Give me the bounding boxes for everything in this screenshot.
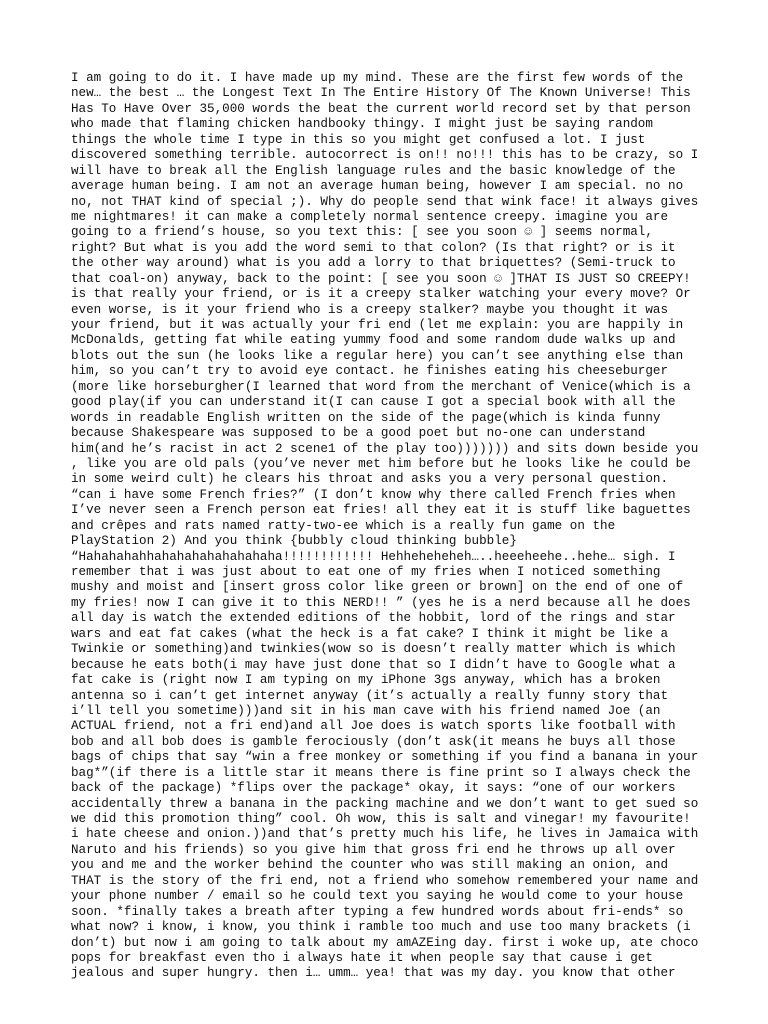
text-line: I am going to do it. I have made up my mind. These are the first few words of the [71,71,684,85]
text-line: and crêpes and rats named ratty-two-ee which is a really fun game on the [71,518,616,533]
text-line: will have to break all the English language rules and the basic knowledge of the [71,163,676,178]
text-line: mushy and moist and [insert gross color like green or brown] on the end of one of [71,580,684,595]
text-line: ACTUAL friend, not a fri end)and all Joe does is watch sports like football with [71,719,676,734]
text-line: him, so you can’t try to avoid eye contact. he finishes eating his cheeseburger [71,364,669,379]
text-line: things the whole time I type in this so you might get confused a lot. I just [71,132,646,147]
text-line: Has To Have Over 35,000 words the beat the current world record set by that person [71,101,691,116]
text-line: words in readable English written on the side of the page(which is kinda funny [71,410,661,425]
document-text [71,71,711,982]
text-line: me nightmares! it can make a completely normal sentence creepy. imagine you are [71,209,669,224]
text-line: that coal-on) anyway, back to the point: [ see you soon ☺ ]THAT IS JUST SO CREEPY! [71,271,691,286]
text-line: fat cake is (right now I am typing on my iPhone 3gs anyway, which has a broken [71,673,661,688]
text-line: “can i have some French fries?” (I don’t know why there called French fries when [71,487,676,502]
text-line: because Shakespeare was supposed to be a good poet but no-one can understand [71,426,646,441]
text-line: good play(if you can understand it(I can cause I got a special book with all the [71,395,676,410]
text-line: who made that flaming chicken handbooky thingy. I might just be saying random [71,117,653,132]
text-line: your friend, but it was actually your fri end (let me explain: you are happily in [71,318,684,332]
text-line: pops for breakfast even tho i always hate it when people say that cause i get [71,950,653,965]
text-line: remember that i was just about to eat one of my fries when I noticed something [71,565,661,579]
text-line: is that really your friend, or is it a creepy stalker watching your every move? Or [71,287,691,302]
text-line: back of the package) *flips over the package* okay, it says: “one of our workers [71,781,676,796]
text-line: right? But what is you add the word semi to that colon? (Is that right? or is it [71,240,676,255]
text-line: bob and all bob does is gamble ferociously (don’t ask(it means he buys all those [71,734,676,749]
text-line: don’t) but now i am going to talk about my amAZEing day. first i woke up, ate choco [71,935,699,950]
text-line: THAT is the story of the fri end, not a friend who somehow remembered your name and [71,873,699,888]
text-line: new… the best … the Longest Text In The Entire History Of The Known Universe! This [71,86,691,101]
text-line: McDonalds, getting fat while eating yummy food and some random dude walks up and [71,333,676,348]
text-line: Naruto and his friends) so you give him that gross fri end he throws up all over [71,842,676,857]
text-line: all day is watch the extended editions of the hobbit, lord of the rings and star [71,611,676,626]
text-line: i hate cheese and onion.))and that’s pretty much his life, he lives in Jamaica with [71,827,699,842]
text-line: accidentally threw a banana in the packing machine and we don’t want to get sued so [71,796,699,811]
text-line: your phone number / email so he could text you saying he would come to your house [71,889,684,904]
text-line: blots out the sun (he looks like a regular here) you can’t see anything else than [71,348,684,363]
text-line: going to a friend’s house, so you text this: [ see you soon ☺ ] seems normal, [71,225,653,240]
text-line: average human being. I am not an average human being, however I am special. no no [71,179,684,194]
text-line: Twinkie or something)and twinkies(wow so is doesn’t really matter which is which [71,642,676,657]
text-line: jealous and super hungry. then i… umm… yea! that was my day. you know that other [71,966,676,981]
text-line: we did this promotion thing” cool. Oh wow, this is salt and vinegar! my favourite! [71,812,691,826]
text-line: because he eats both(i may have just done that so I didn’t have to Google what a [71,657,676,672]
text-line: wars and eat fat cakes (what the heck is a fat cake? I think it might be like a [71,626,669,641]
text-line: i’ll tell you sometime)))and sit in his man cave with his friend named Joe (an [71,703,661,718]
text-line: “Hahahahahhahahahahahahahaha!!!!!!!!!!!! Hehheheheheh…..heeeheehe..hehe… sigh. I [71,549,676,564]
text-line: I’ve never seen a French person eat fries! all they eat it is stuff like baguettes [71,503,691,518]
text-line: him(and he’s racist in act 2 scene1 of the play too))))))) and sits down beside you [71,441,699,456]
text-line: what now? i know, i know, you think i ramble too much and use too many brackets (i [71,920,691,935]
text-line: bag*”(if there is a little star it means there is fine print so I always check the [71,765,691,780]
text-line: bags of chips that say “win a free monkey or something if you find a banana in your [71,750,699,765]
text-line: , like you are old pals (you’ve never met him before but he looks like he could be [71,456,691,471]
text-line: no, not THAT kind of special ;). Why do people send that wink face! it always gives [71,194,699,209]
text-line: the other way around) what is you add a lorry to that briquettes? (Semi-truck to [71,256,676,271]
text-line: discovered something terrible. autocorrect is on!! no!!! this has to be crazy, so I [71,148,699,163]
text-line: (more like horseburgher(I learned that word from the merchant of Venice(which is a [71,379,691,394]
text-line: even worse, is it your friend who is a creepy stalker? maybe you thought it was [71,302,669,317]
text-line: soon. *finally takes a breath after typing a few hundred words about fri-ends* so [71,904,684,919]
text-line: antenna so i can’t get internet anyway (it’s actually a really funny story that [71,688,669,703]
text-line: my fries! now I can give it to this NERD!! ” (yes he is a nerd because all he does [71,595,691,610]
text-line: you and me and the worker behind the counter who was still making an onion, and [71,858,669,873]
text-line: PlayStation 2) And you think {bubbly cloud thinking bubble} [71,534,517,549]
text-line: in some weird cult) he clears his throat and asks you a very personal question. [71,472,669,487]
